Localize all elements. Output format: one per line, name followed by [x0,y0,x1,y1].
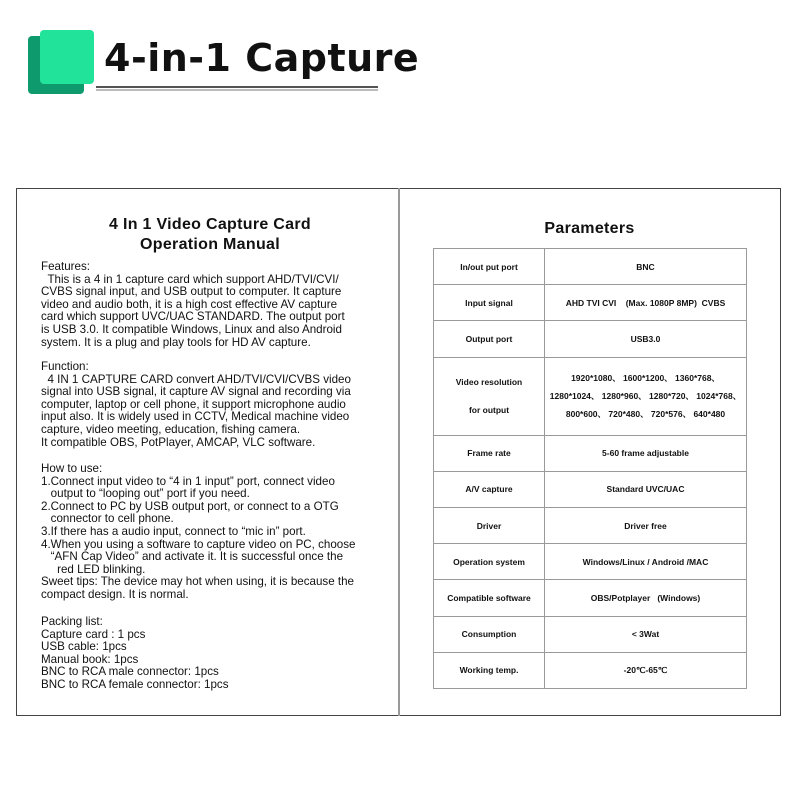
param-value [545,357,747,435]
packing-list-item: BNC to RCA male connector: 1pcs [41,665,219,679]
function-heading: Function: [41,360,89,373]
table-row [434,580,747,616]
param-label-line: for output [468,405,510,416]
packing-list-item: USB cable: 1pcs [41,640,127,654]
features-line: CVBS signal input, and USB output to computer. It capture [41,285,342,299]
param-value: Driver free [545,507,747,543]
resolution-line: 800*600、 720*480、 720*576、 640*480 [565,409,726,420]
features-line: is USB 3.0. It compatible Windows, Linux and also Android [41,322,342,336]
param-label: A/V capture [434,471,545,507]
param-label: Consumption [434,616,545,652]
resolution-line: 1920*1080、 1600*1200、 1360*768、 [571,373,720,384]
sweet-tips-line: Sweet tips: The device may hot when using, it is because the [41,575,354,589]
function-section [41,361,386,449]
function-line: input also. It is widely used in CCTV, Medical machine video [41,410,350,424]
param-label: Input signal [434,285,545,321]
features-heading: Features: [41,260,90,273]
function-line: signal into USB signal, it capture AV signal and recording via [41,385,351,399]
features-line: This is a 4 in 1 capture card which support AHD/TVI/CVI/ [41,272,339,286]
param-value: 5-60 frame adjustable [545,435,747,471]
param-label: Working temp. [434,652,545,688]
param-value: AHD TVI CVI (Max. 1080P 8MP) CVBS [545,285,747,321]
how-to-use-line: connector to cell phone. [41,512,174,526]
function-line: computer, laptop or cell phone, it support microphone audio [41,397,346,411]
param-label [434,357,545,435]
how-to-use-line: 4.When you using a software to capture video on PC, choose [41,537,356,551]
param-label: In/out put port [434,249,545,285]
title-underline [96,86,378,88]
param-value: BNC [545,249,747,285]
function-line: 4 IN 1 CAPTURE CARD convert AHD/TVI/CVI/CVBS video [41,372,351,386]
packing-list-item: Capture card : 1 pcs [41,627,146,641]
manual-title [30,215,390,255]
function-line: capture, video meeting, education, fishing camera. [41,422,301,436]
param-label-line: Video resolution [455,377,523,388]
table-row [434,652,747,688]
how-to-use-heading: How to use: [41,462,103,475]
features-line: system. It is a plug and play tools for HD AV capture. [41,335,311,349]
features-section [41,261,386,349]
how-to-use-line: “AFN Cap Video” and activate it. It is successful once the [41,550,344,564]
param-value: < 3Wat [545,616,747,652]
table-row [434,507,747,543]
parameters-title: Parameters [544,220,635,237]
packing-list-heading: Packing list: [41,615,103,628]
packing-list-section [41,616,386,692]
table-row [434,285,747,321]
how-to-use-line: red LED blinking. [41,562,146,576]
how-to-use-line: 3.If there has a audio input, connect to “mic in” port. [41,524,306,538]
logo-front-square [40,30,94,84]
sweet-tips-line: compact design. It is normal. [41,587,189,601]
packing-list-item: Manual book: 1pcs [41,652,139,666]
param-value: USB3.0 [545,321,747,357]
table-row [434,435,747,471]
title-underline-shadow [96,89,378,91]
booklet-fold [398,188,400,716]
param-label: Output port [434,321,545,357]
features-line: card which support UVC/UAC STANDARD. The output port [41,310,345,324]
how-to-use-line: 1.Connect input video to “4 in 1 input” port, connect video [41,474,335,488]
param-label: Compatible software [434,580,545,616]
param-value: Windows/Linux / Android /MAC [545,544,747,580]
parameters-table [433,248,747,689]
features-line: video and audio both, it is a high cost effective AV capture [41,297,338,311]
how-to-use-line: 2.Connect to PC by USB output port, or connect to a OTG [41,499,339,513]
manual-title-line2: Operation Manual [140,236,280,253]
param-label: Operation system [434,544,545,580]
page-title: 4-in-1 Capture [104,36,420,80]
packing-list-item: BNC to RCA female connector: 1pcs [41,677,229,691]
table-row [434,471,747,507]
how-to-use-line: output to “looping out” port if you need. [41,487,250,501]
table-row [434,321,747,357]
table-row [434,357,747,435]
function-line: It compatible OBS, PotPlayer, AMCAP, VLC software. [41,435,316,449]
param-value: -20℃-65℃ [545,652,747,688]
resolution-line: 1280*1024、 1280*960、 1280*720、 1024*768、 [549,391,742,402]
table-row [434,544,747,580]
param-label: Driver [434,507,545,543]
param-value: OBS/Potplayer (Windows) [545,580,747,616]
manual-title-line1: 4 In 1 Video Capture Card [109,216,311,233]
table-row [434,616,747,652]
how-to-use-section [41,463,386,602]
param-value: Standard UVC/UAC [545,471,747,507]
param-label: Frame rate [434,435,545,471]
table-row [434,249,747,285]
